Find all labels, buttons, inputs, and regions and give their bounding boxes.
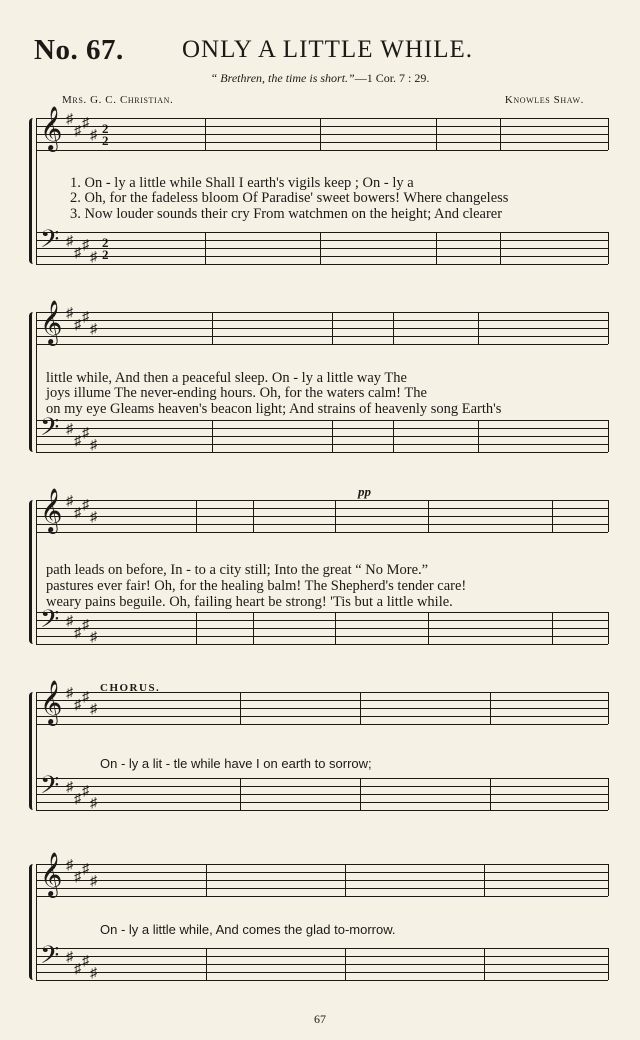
barline — [240, 692, 241, 724]
key-signature-sharp-icon: ♯ — [66, 780, 73, 795]
staff-line — [36, 872, 608, 873]
barline — [332, 420, 333, 452]
staff-line — [36, 232, 608, 233]
hymn-title: ONLY A LITTLE WHILE. — [182, 36, 474, 63]
staff-line — [36, 328, 608, 329]
staff-line — [36, 142, 608, 143]
barline — [608, 420, 609, 452]
bass-staff — [36, 942, 608, 984]
staff-line — [36, 344, 608, 345]
key-signature-sharp-icon: ♯ — [90, 128, 97, 143]
key-signature-sharp-icon: ♯ — [66, 422, 73, 437]
barline — [436, 232, 437, 264]
barline — [608, 500, 609, 532]
system-brace — [29, 692, 38, 810]
barline — [360, 778, 361, 810]
barline — [484, 864, 485, 896]
staff-line — [36, 716, 608, 717]
staff-line — [36, 708, 608, 709]
lyric-line: 2. Oh, for the fadeless bloom Of Paradise' sweet bowers! Where changeless — [70, 190, 509, 206]
barline — [393, 420, 394, 452]
staff-line — [36, 248, 608, 249]
barline — [253, 500, 254, 532]
barline — [212, 312, 213, 344]
key-signature-sharp-icon: ♯ — [90, 510, 97, 525]
barline — [608, 232, 609, 264]
lyric-line: 3. Now louder sounds their cry From watchmen on the height; And clearer — [70, 206, 503, 222]
lyric-line: On - ly a little while, And comes the glad to-morrow. — [100, 922, 396, 937]
barline — [608, 118, 609, 150]
staff-line — [36, 612, 608, 613]
staff-line — [36, 778, 608, 779]
key-signature-sharp-icon: ♯ — [74, 124, 81, 139]
barline — [500, 118, 501, 150]
staff-line — [36, 256, 608, 257]
key-signature-sharp-icon: ♯ — [82, 116, 89, 131]
staff-line — [36, 134, 608, 135]
key-signature-sharp-icon: ♯ — [82, 784, 89, 799]
key-signature-sharp-icon: ♯ — [66, 112, 73, 127]
key-signature-sharp-icon: ♯ — [66, 494, 73, 509]
treble-clef-icon: 𝄞 — [40, 490, 63, 532]
treble-clef-icon: 𝄞 — [40, 108, 63, 150]
barline — [240, 778, 241, 810]
staff-line — [36, 724, 608, 725]
lyric-line: joys illume The never-ending hours. Oh, for the waters calm! The — [46, 385, 427, 401]
key-signature-sharp-icon: ♯ — [90, 874, 97, 889]
staff-line — [36, 428, 608, 429]
barline — [320, 232, 321, 264]
key-signature-sharp-icon: ♯ — [90, 438, 97, 453]
key-signature-sharp-icon: ♯ — [90, 796, 97, 811]
bass-clef-icon: 𝄢 — [40, 772, 60, 805]
barline — [335, 500, 336, 532]
staff-line — [36, 532, 608, 533]
barline — [478, 420, 479, 452]
system-brace — [29, 312, 38, 452]
dynamic-marking: pp — [358, 484, 371, 499]
staff-line — [36, 150, 608, 151]
key-signature-sharp-icon: ♯ — [74, 626, 81, 641]
barline — [345, 864, 346, 896]
key-signature-sharp-icon: ♯ — [82, 618, 89, 633]
staff-line — [36, 628, 608, 629]
key-signature-sharp-icon: ♯ — [90, 630, 97, 645]
barline — [608, 692, 609, 724]
barline — [436, 118, 437, 150]
treble-clef-icon: 𝄞 — [40, 854, 63, 896]
barline — [253, 612, 254, 644]
key-signature-sharp-icon: ♯ — [66, 234, 73, 249]
bass-staff — [36, 414, 608, 456]
staff-line — [36, 436, 608, 437]
staff-line — [36, 118, 608, 119]
barline — [205, 118, 206, 150]
bass-clef-icon: 𝄢 — [40, 942, 60, 975]
key-signature-sharp-icon: ♯ — [82, 310, 89, 325]
staff-line — [36, 964, 608, 965]
lyric-line: path leads on before, In - to a city still; Into the great “ No More.” — [46, 562, 429, 578]
barline — [490, 778, 491, 810]
key-signature-sharp-icon: ♯ — [74, 246, 81, 261]
barline — [206, 864, 207, 896]
key-signature-sharp-icon: ♯ — [74, 792, 81, 807]
staff-line — [36, 794, 608, 795]
chorus-label: CHORUS. — [100, 682, 161, 694]
barline — [320, 118, 321, 150]
staff-line — [36, 126, 608, 127]
key-signature-sharp-icon: ♯ — [66, 306, 73, 321]
staff-line — [36, 980, 608, 981]
barline — [500, 232, 501, 264]
hymn-number: No. 67. — [34, 34, 124, 66]
barline — [484, 948, 485, 980]
staff-line — [36, 516, 608, 517]
staff-line — [36, 336, 608, 337]
staff-line — [36, 420, 608, 421]
treble-staff — [36, 302, 608, 348]
system-brace — [29, 500, 38, 644]
bass-clef-icon: 𝄢 — [40, 414, 60, 447]
page-number: 67 — [314, 1012, 326, 1026]
barline — [206, 948, 207, 980]
key-signature-sharp-icon: ♯ — [66, 858, 73, 873]
barline — [212, 420, 213, 452]
lyric-line: pastures ever fair! Oh, for the healing balm! The Shepherd's tender care! — [46, 578, 467, 594]
time-signature: 2 2 — [102, 235, 109, 262]
key-signature-sharp-icon: ♯ — [90, 702, 97, 717]
bass-clef-icon: 𝄢 — [40, 606, 60, 639]
key-signature-sharp-icon: ♯ — [90, 322, 97, 337]
staff-line — [36, 810, 608, 811]
staff-line — [36, 240, 608, 241]
key-signature-sharp-icon: ♯ — [74, 506, 81, 521]
staff-line — [36, 896, 608, 897]
bass-staff — [36, 226, 608, 268]
barline — [393, 312, 394, 344]
system-brace — [29, 864, 38, 980]
treble-clef-icon: 𝄞 — [40, 302, 63, 344]
key-signature-sharp-icon: ♯ — [74, 870, 81, 885]
treble-clef-icon: 𝄞 — [40, 682, 63, 724]
key-signature-sharp-icon: ♯ — [82, 426, 89, 441]
barline — [205, 232, 206, 264]
barline — [428, 500, 429, 532]
staff-line — [36, 320, 608, 321]
barline — [332, 312, 333, 344]
lyric-line: little while, And then a peaceful sleep. On - ly a little way The — [46, 370, 407, 386]
barline — [608, 778, 609, 810]
key-signature-sharp-icon: ♯ — [74, 318, 81, 333]
staff-line — [36, 802, 608, 803]
staff-line — [36, 888, 608, 889]
key-signature-sharp-icon: ♯ — [74, 962, 81, 977]
barline — [490, 692, 491, 724]
barline — [196, 612, 197, 644]
staff-line — [36, 956, 608, 957]
key-signature-sharp-icon: ♯ — [74, 698, 81, 713]
barline — [552, 612, 553, 644]
key-signature-sharp-icon: ♯ — [90, 250, 97, 265]
barline — [360, 692, 361, 724]
staff-line — [36, 524, 608, 525]
time-signature: 2 2 — [102, 121, 109, 148]
barline — [608, 948, 609, 980]
staff-line — [36, 880, 608, 881]
treble-staff — [36, 108, 608, 154]
barline — [608, 612, 609, 644]
composer-credit: Knowles Shaw. — [504, 94, 584, 106]
key-signature-sharp-icon: ♯ — [66, 686, 73, 701]
key-signature-sharp-icon: ♯ — [82, 954, 89, 969]
lyric-line: on my eye Gleams heaven's beacon light; And strains of heavenly song Earth's — [46, 401, 502, 417]
staff-line — [36, 700, 608, 701]
barline — [335, 612, 336, 644]
bass-clef-icon: 𝄢 — [40, 226, 60, 259]
staff-line — [36, 500, 608, 501]
staff-line — [36, 864, 608, 865]
staff-line — [36, 644, 608, 645]
barline — [552, 500, 553, 532]
staff-line — [36, 452, 608, 453]
staff-line — [36, 948, 608, 949]
key-signature-sharp-icon: ♯ — [82, 862, 89, 877]
key-signature-sharp-icon: ♯ — [82, 498, 89, 513]
key-signature-sharp-icon: ♯ — [82, 690, 89, 705]
staff-line — [36, 508, 608, 509]
staff-line — [36, 786, 608, 787]
scripture-epigraph — [0, 71, 640, 86]
barline — [478, 312, 479, 344]
treble-staff — [36, 854, 608, 900]
epigraph-quote: “ Brethren, the time is short.” — [210, 71, 355, 85]
lyric-line: weary pains beguile. Oh, failing heart be strong! 'Tis but a little while. — [46, 594, 453, 610]
key-signature-sharp-icon: ♯ — [66, 614, 73, 629]
staff-line — [36, 264, 608, 265]
lyric-line: 1. On - ly a little while Shall I earth's vigils keep ; On - ly a — [70, 175, 414, 191]
epigraph-reference: —1 Cor. 7 : 29. — [354, 71, 430, 85]
staff-line — [36, 972, 608, 973]
barline — [428, 612, 429, 644]
staff-line — [36, 636, 608, 637]
staff-line — [36, 444, 608, 445]
barline — [345, 948, 346, 980]
lyric-line: On - ly a lit - tle while have I on earth to sorrow; — [100, 756, 372, 771]
key-signature-sharp-icon: ♯ — [90, 966, 97, 981]
bass-staff — [36, 772, 608, 814]
barline — [608, 312, 609, 344]
staff-line — [36, 312, 608, 313]
key-signature-sharp-icon: ♯ — [66, 950, 73, 965]
key-signature-sharp-icon: ♯ — [82, 238, 89, 253]
staff-line — [36, 620, 608, 621]
lyricist-credit: Mrs. G. C. Christian. — [62, 94, 174, 106]
system-brace — [29, 118, 38, 264]
barline — [196, 500, 197, 532]
bass-staff — [36, 606, 608, 648]
key-signature-sharp-icon: ♯ — [74, 434, 81, 449]
barline — [608, 864, 609, 896]
